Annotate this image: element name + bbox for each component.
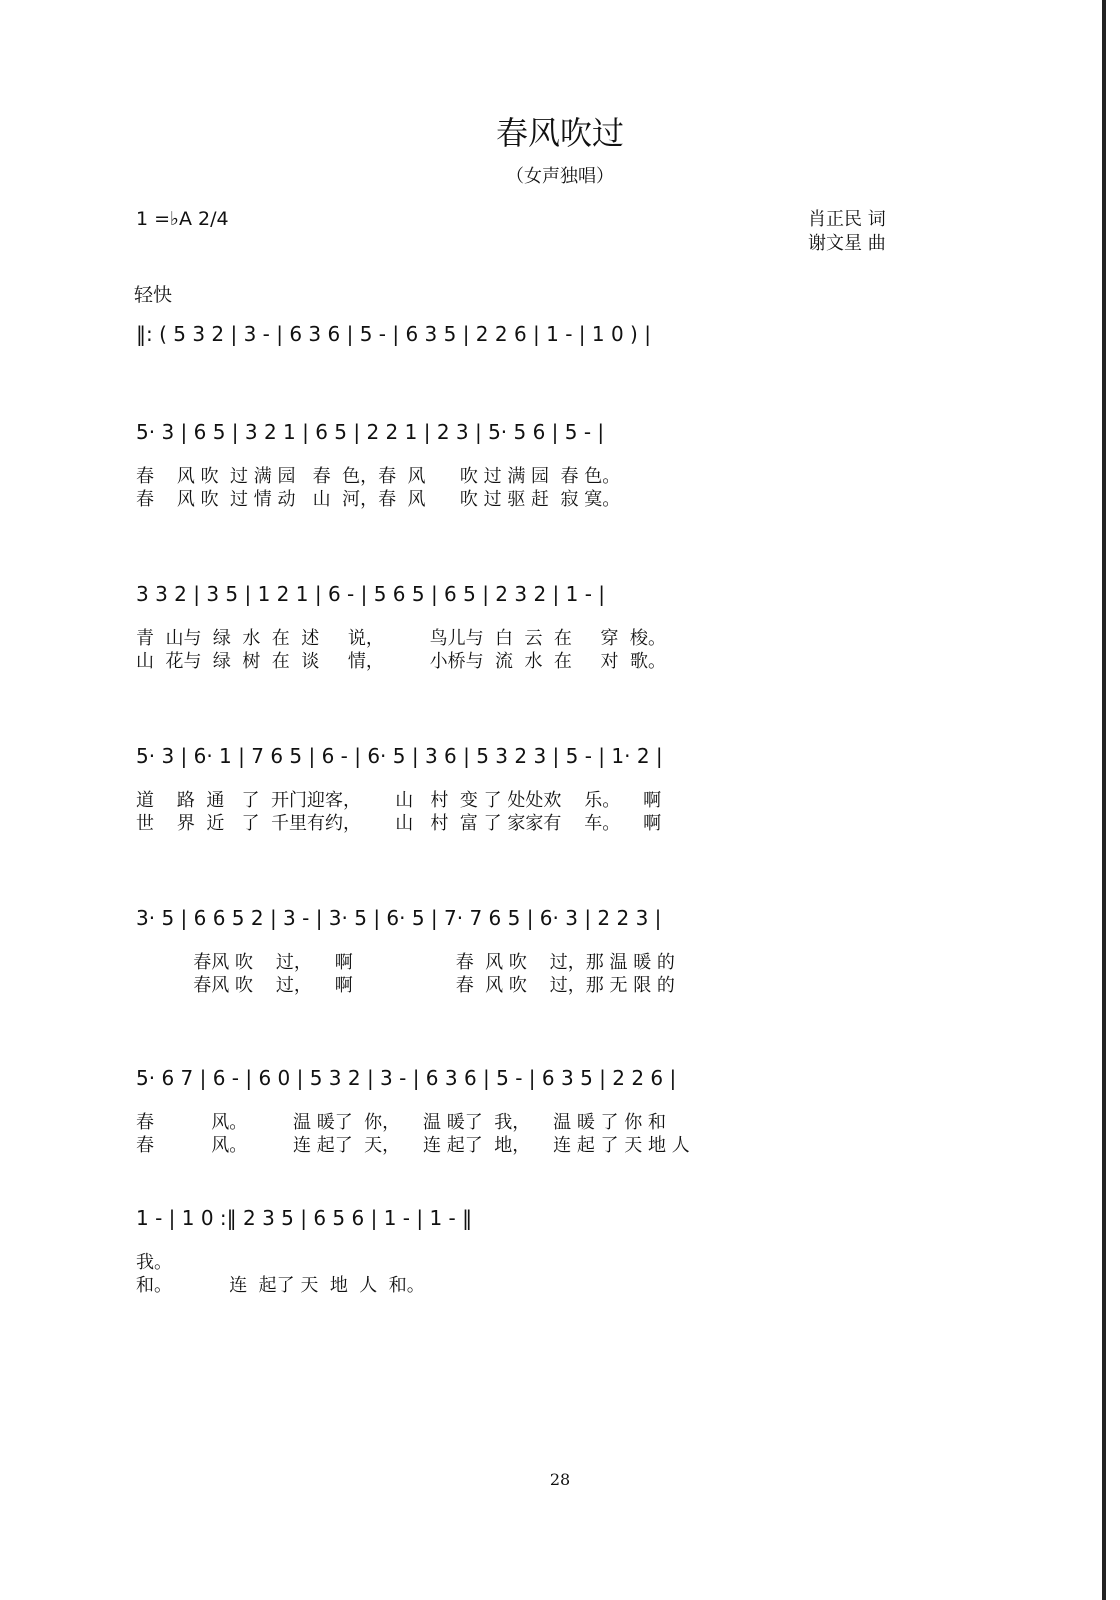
page-edge-line [1102,0,1106,1600]
credits [808,208,886,256]
notation-line: 3· 5 | 6 6 5 2 | 3 - | 3· 5 | 6· 5 | 7· 7 6 5 | 6· 3 | 2 2 3 | [136,906,662,930]
score-row-4 [136,744,946,834]
lyrics-verse-2: 世 界 近 了 千里有约， 山 村 富 了 家家有 车。 啊 [136,813,662,834]
key-signature: 1 =♭A 2/4 [136,208,229,230]
score-row-7 [136,1206,946,1296]
score-row-3 [136,582,946,672]
score-row-5 [136,906,946,996]
notation-line: 1 - | 1 0 :‖ 2 3 5 | 6 5 6 | 1 - | 1 - ‖ [136,1206,473,1230]
lyrics-verse-1: 青 山与 绿 水 在 述 说， 鸟儿与 白 云 在 穿 梭。 [136,628,666,649]
song-title: 春风吹过 [495,114,624,152]
lyricist-credit: 肖正民 词 [808,209,886,230]
lyrics-verse-1: 春风 吹 过， 啊 春 风 吹 过，那 温 暖 的 [136,952,675,973]
tempo-marking: 轻快 [134,284,173,306]
lyrics-verse-1: 春 风。 温 暖了 你， 温 暖了 我， 温 暖 了 你 和 [136,1112,666,1133]
score-row-6 [136,1066,946,1156]
lyrics-verse-1: 道 路 通 了 开门迎客， 山 村 变 了 处处欢 乐。 啊 [136,790,662,811]
lyrics-verse-2: 春 风 吹 过 情 动 山 河，春 风 吹 过 驱 赶 寂 寞。 [136,489,621,510]
lyrics-verse-2: 春风 吹 过， 啊 春 风 吹 过，那 无 限 的 [136,975,675,996]
song-subtitle: （女声独唱） [506,166,614,187]
notation-line: 5· 3 | 6 5 | 3 2 1 | 6 5 | 2 2 1 | 2 3 | 5· 5 6 | 5 - | [136,420,605,444]
lyrics-verse-1: 我。 [136,1252,172,1273]
notation-line: ‖: ( 5 3 2 | 3 - | 6 3 6 | 5 - | 6 3 5 | 2 2 6 | 1 - | 1 0 ) | [136,322,651,346]
notation-line: 5· 3 | 6· 1 | 7 6 5 | 6 - | 6· 5 | 3 6 | 5 3 2 3 | 5 - | 1· 2 | [136,744,663,768]
notation-line: 3 3 2 | 3 5 | 1 2 1 | 6 - | 5 6 5 | 6 5 | 2 3 2 | 1 - | [136,582,606,606]
composer-credit: 谢文星 曲 [808,233,886,254]
page-number: 28 [549,1470,571,1489]
lyrics-verse-2: 山 花与 绿 树 在 谈 情， 小桥与 流 水 在 对 歌。 [136,651,666,672]
score-row-2 [136,420,946,510]
lyrics-verse-2: 和。 连 起了 天 地 人 和。 [136,1275,425,1296]
lyrics-verse-2: 春 风。 连 起了 天， 连 起了 地， 连 起 了 天 地 人 [136,1135,690,1156]
score-row-1 [136,322,946,382]
lyrics-verse-1: 春 风 吹 过 满 园 春 色，春 风 吹 过 满 园 春 色。 [136,466,621,487]
notation-line: 5· 6 7 | 6 - | 6 0 | 5 3 2 | 3 - | 6 3 6 | 5 - | 6 3 5 | 2 2 6 | [136,1066,677,1090]
